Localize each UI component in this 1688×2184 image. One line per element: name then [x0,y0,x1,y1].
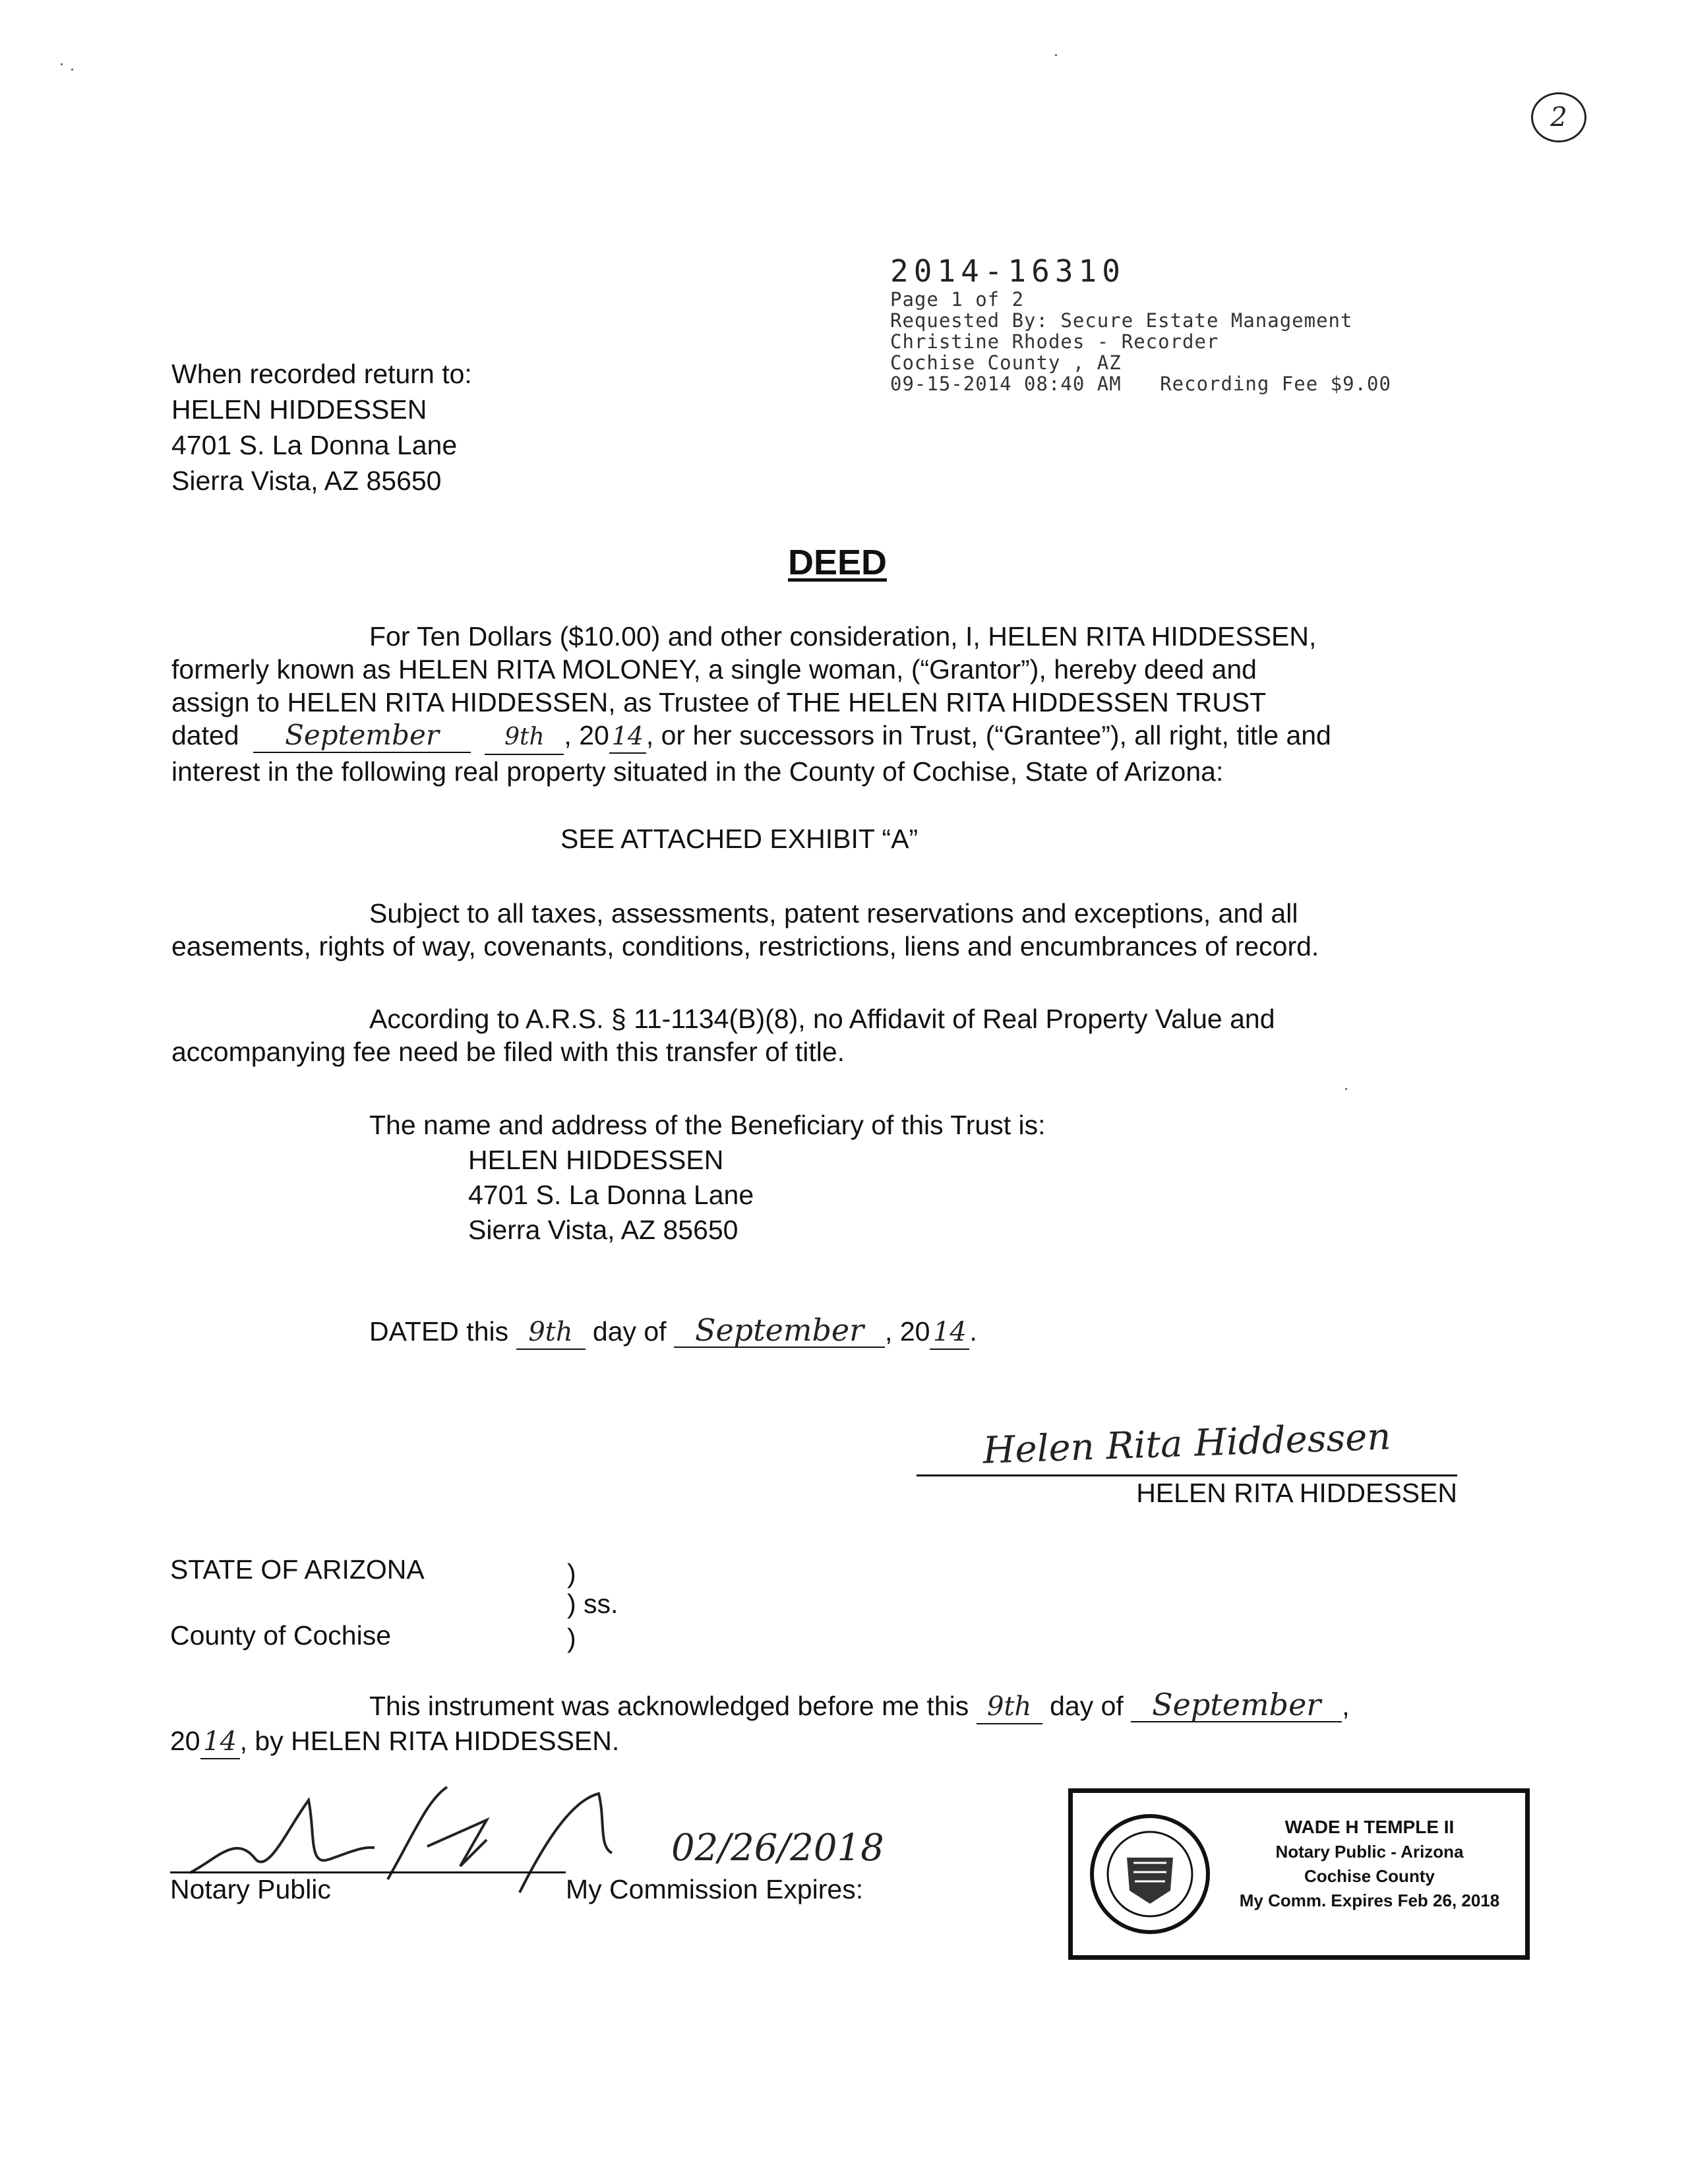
return-to-block [171,356,472,499]
scan-speck [61,63,63,65]
scan-speck [71,69,73,71]
venue-paren-bottom: ) [567,1623,576,1653]
grantor-printed-name: HELEN RITA HIDDESSEN [1136,1478,1457,1508]
notary-seal-text [1218,1817,1521,1911]
grantor-handwritten-signature: Helen Rita Hiddessen [982,1415,1392,1472]
state-seal-icon [1087,1811,1213,1937]
acknowledgment-paragraph [170,1688,1462,1759]
venue-block [170,1553,764,1665]
consideration-line-5: interest in the following real property situated in the County of Cochise, State of Arizona: [171,756,1224,787]
ars-line-1: According to A.R.S. § 11-1134(B)(8), no Affidavit of Real Property Value and [369,1004,1275,1034]
notary-public-label: Notary Public [170,1874,331,1904]
grantor-signature-block [917,1415,1457,1509]
stamp-date-fee [890,373,1484,394]
ars-line-2: accompanying fee need be filed with this transfer of title. [171,1037,845,1067]
ack-month: September [1131,1688,1342,1722]
page-number-digit: 2 [1550,102,1567,133]
notary-seal-stamp [1068,1788,1530,1960]
dated-day-of: day of [592,1316,667,1347]
venue-county: County of Cochise [170,1620,392,1651]
notary-county: Cochise County [1304,1866,1435,1886]
scan-speck [1345,1088,1347,1090]
trust-date-day: 9th [485,721,564,755]
commission-expires-date: 02/26/2018 [671,1827,884,1869]
dated-day: 9th [516,1316,586,1350]
return-to-name: HELEN HIDDESSEN [171,394,427,425]
stamp-requested-by: Requested By: Secure Estate Management [890,309,1353,332]
stamp-date-time: 09-15-2014 08:40 AM [890,373,1122,395]
trust-date-year: 14 [609,719,646,754]
notary-expiry: My Comm. Expires Feb 26, 2018 [1239,1891,1500,1910]
dated-prefix: DATED this [369,1316,509,1347]
ack-year: 14 [200,1725,240,1759]
consideration-line-3: assign to HELEN RITA HIDDESSEN, as Trustee of THE HELEN RITA HIDDESSEN TRUST [171,687,1267,717]
ars-paragraph [171,1002,1457,1068]
subject-to-paragraph [171,897,1457,963]
trust-date-month: September [253,719,471,753]
dated-line: DATED this 9th day of September , 20 14 . [369,1314,977,1350]
notary-name: WADE H TEMPLE II [1284,1817,1455,1837]
dated-year: 14 [930,1316,969,1350]
beneficiary-block [369,1108,1046,1248]
consideration-line-1: For Ten Dollars ($10.00) and other consideration, I, HELEN RITA HIDDESSEN, [369,621,1317,652]
scan-speck [1055,54,1057,56]
beneficiary-intro: The name and address of the Beneficiary of this Trust is: [369,1110,1046,1140]
acknowledgment-line-1: This instrument was acknowledged before me this 9th day of September , [170,1688,1462,1724]
beneficiary-name: HELEN HIDDESSEN [468,1145,724,1175]
exhibit-reference: SEE ATTACHED EXHIBIT “A” [560,824,919,854]
consideration-paragraph [171,620,1457,788]
commission-expires-label: My Commission Expires: [566,1874,864,1904]
consideration-line-2: formerly known as HELEN RITA MOLONEY, a single woman, (“Grantor”), hereby deed and [171,654,1257,684]
stamp-recorder: Christine Rhodes - Recorder [890,330,1219,353]
dated-month: September [674,1314,885,1348]
return-to-city: Sierra Vista, AZ 85650 [171,466,442,496]
stamp-page: Page 1 of 2 [890,288,1025,311]
acknowledgment-line-2: 20 14 , by HELEN RITA HIDDESSEN. [170,1724,1462,1759]
stamp-fee: Recording Fee $9.00 [1160,373,1391,395]
return-to-street: 4701 S. La Donna Lane [171,430,458,460]
venue-paren-top: ) [567,1558,576,1589]
stamp-county: Cochise County , AZ [890,351,1122,374]
beneficiary-city: Sierra Vista, AZ 85650 [468,1215,738,1245]
beneficiary-street: 4701 S. La Donna Lane [468,1180,754,1210]
page-number-mark [1531,92,1586,142]
notary-signature-block [170,1774,928,1906]
subject-to-line-1: Subject to all taxes, assessments, patent reservations and exceptions, and all [369,898,1298,928]
document-number: 2014-16310 [890,253,1126,289]
recording-stamp [890,253,1484,394]
venue-ss: ) ss. [567,1589,618,1619]
notary-state: Notary Public - Arizona [1275,1842,1464,1862]
return-to-label: When recorded return to: [171,359,472,389]
consideration-line-4: dated September 9th , 20 14, or her successors in Trust, (“Grantee”), all right, title and [171,719,1457,755]
document-title: DEED [787,543,888,582]
dated-label: dated [171,720,239,750]
subject-to-line-2: easements, rights of way, covenants, conditions, restrictions, liens and encumbrances of record. [171,931,1319,961]
ack-day: 9th [977,1690,1042,1724]
venue-state: STATE OF ARIZONA [170,1554,425,1585]
